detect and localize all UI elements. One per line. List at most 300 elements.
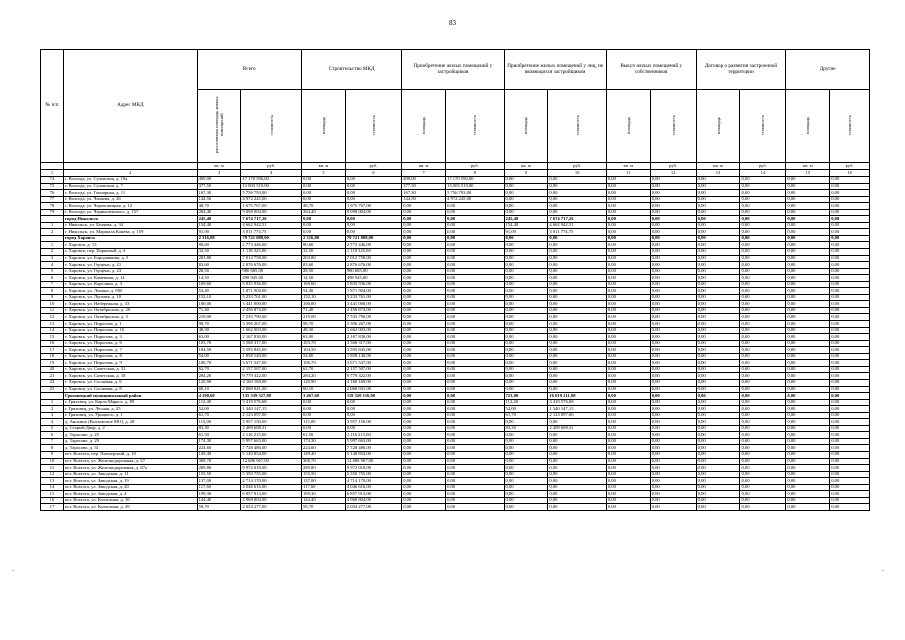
row-value: 0,00 bbox=[446, 504, 504, 511]
row-number: 74 bbox=[41, 177, 64, 184]
row-value: 1 118 325,00 bbox=[241, 249, 302, 256]
row-value: 54,40 bbox=[197, 288, 241, 295]
row-value: 0,00 bbox=[504, 255, 548, 262]
row-value: 0,00 bbox=[786, 386, 830, 393]
row-value: 0,00 bbox=[650, 406, 696, 413]
row-number: 6 bbox=[41, 275, 64, 282]
row-value: 0,00 bbox=[786, 255, 830, 262]
row-value: 83,60 bbox=[197, 262, 241, 269]
row-value: 0,00 bbox=[830, 458, 870, 465]
row-value: 3 441 000,00 bbox=[345, 301, 401, 308]
row-value: 0,00 bbox=[548, 190, 606, 197]
row-value: 498 945,00 bbox=[345, 275, 401, 282]
row-value: 0,00 bbox=[786, 504, 830, 511]
row-value: 0,00 bbox=[786, 288, 830, 295]
row-value: 203,80 bbox=[197, 255, 241, 262]
row-value: 0,00 bbox=[345, 222, 401, 229]
row-number: 14 bbox=[41, 327, 64, 334]
row-value: 0,00 bbox=[504, 484, 548, 491]
row-value: 0,00 bbox=[446, 471, 504, 478]
subheader-cost bbox=[740, 90, 786, 163]
row-value: 5 756 793,00 bbox=[446, 190, 504, 197]
row-value: 0,00 bbox=[830, 379, 870, 386]
row-value: 0,00 bbox=[504, 242, 548, 249]
row-value: 0,00 bbox=[830, 334, 870, 341]
row-value: 0,00 bbox=[786, 222, 830, 229]
row-value: 0,00 bbox=[696, 327, 740, 334]
row-value: 0,00 bbox=[548, 340, 606, 347]
unit-blank bbox=[41, 163, 64, 170]
row-value: 0,00 bbox=[740, 353, 786, 360]
row-value: 0,00 bbox=[446, 340, 504, 347]
row-address: г. Харовск, ул. Сосновая, д. 6 bbox=[63, 379, 197, 386]
resettlement-table-wrapper bbox=[40, 49, 870, 511]
row-value: 2 116 215,00 bbox=[241, 432, 302, 439]
row-value: 4 968 804,00 bbox=[345, 497, 401, 504]
row-value: 0,00 bbox=[446, 268, 504, 275]
row-value: 0,00 bbox=[786, 307, 830, 314]
row-value: 0,00 bbox=[446, 497, 504, 504]
row-value: 7 535 790,00 bbox=[241, 314, 302, 321]
row-value: 0,00 bbox=[650, 465, 696, 472]
row-number: 23 bbox=[41, 386, 64, 393]
row-value: 0,00 bbox=[786, 478, 830, 485]
row-address: г. Харовск, ул. Луговая, д. 10 bbox=[63, 294, 197, 301]
row-value: 59,70 bbox=[197, 504, 241, 511]
row-address: г. Харовск, ул. Пирогова, д. 3 bbox=[63, 334, 197, 341]
row-value: 0,00 bbox=[696, 288, 740, 295]
row-value: 0,00 bbox=[548, 275, 606, 282]
row-value: 3 011 774,75 bbox=[241, 229, 302, 236]
row-value: 1 118 325,00 bbox=[345, 249, 401, 256]
row-value: 0,00 bbox=[786, 196, 830, 203]
row-value: 0,00 bbox=[402, 255, 446, 262]
row-value: 3 671 547,00 bbox=[345, 360, 401, 367]
row-value: 0,00 bbox=[740, 183, 786, 190]
row-value: 0,00 bbox=[830, 504, 870, 511]
row-value: 7 535 790,00 bbox=[345, 314, 401, 321]
row-value: 0,00 bbox=[696, 314, 740, 321]
row-value: 0,00 bbox=[650, 484, 696, 491]
row-value: 103,70 bbox=[197, 340, 241, 347]
row-value: 0,00 bbox=[830, 393, 870, 400]
row-value: 0,00 bbox=[696, 347, 740, 354]
row-value: 0,00 bbox=[830, 412, 870, 419]
margin-mark: - bbox=[882, 568, 884, 574]
row-value: 3 467,60 bbox=[301, 393, 345, 400]
row-value: 0,00 bbox=[650, 445, 696, 452]
row-value: 0,00 bbox=[786, 497, 830, 504]
row-value: 0,00 bbox=[830, 209, 870, 216]
row-value: 0,00 bbox=[650, 360, 696, 367]
row-address: д. Анохино (Вохтожское МО), д. 28 bbox=[63, 419, 197, 426]
row-value: 2 157 507,00 bbox=[345, 366, 401, 373]
row-number: 20 bbox=[41, 366, 64, 373]
row-value: 0,00 bbox=[402, 229, 446, 236]
row-value: 120,90 bbox=[197, 379, 241, 386]
row-value: 0,00 bbox=[606, 183, 650, 190]
row-value: 0,00 bbox=[650, 321, 696, 328]
row-value: 0,00 bbox=[446, 301, 504, 308]
row-value: 0,00 bbox=[786, 393, 830, 400]
header-total: Всего bbox=[197, 50, 301, 90]
row-value: 980 685,00 bbox=[345, 268, 401, 275]
row-value: 7 728 486,00 bbox=[241, 445, 302, 452]
row-value: 0,00 bbox=[696, 203, 740, 210]
row-value: 98,70 bbox=[301, 321, 345, 328]
row-value: 0,00 bbox=[301, 406, 345, 413]
row-value: 0,00 bbox=[696, 334, 740, 341]
row-value: 0,00 bbox=[446, 465, 504, 472]
row-value: 0,00 bbox=[548, 366, 606, 373]
row-value: 0,00 bbox=[696, 321, 740, 328]
row-value: 0,00 bbox=[504, 438, 548, 445]
row-value: 0,00 bbox=[696, 386, 740, 393]
row-value: 0,00 bbox=[786, 275, 830, 282]
row-value: 83,30 bbox=[197, 425, 241, 432]
row-value: 13 003 519,00 bbox=[241, 183, 302, 190]
row-value: 104,50 bbox=[301, 347, 345, 354]
row-value: 0,00 bbox=[402, 235, 446, 242]
row-value: 0,00 bbox=[446, 425, 504, 432]
row-value: 219,00 bbox=[197, 314, 241, 321]
row-value: 0,00 bbox=[696, 393, 740, 400]
row-value: 3 957 150,00 bbox=[241, 419, 302, 426]
row-value: 0,00 bbox=[606, 222, 650, 229]
row-value: 0,00 bbox=[830, 478, 870, 485]
row-value: 91,00 bbox=[197, 229, 241, 236]
row-value: 91,00 bbox=[504, 229, 548, 236]
row-value: 0,00 bbox=[740, 399, 786, 406]
row-value: 0,00 bbox=[740, 471, 786, 478]
row-value: 0,00 bbox=[740, 177, 786, 184]
row-value: 0,00 bbox=[345, 196, 401, 203]
row-address: г. Харовск, ул. Сосновая, д. 8 bbox=[63, 386, 197, 393]
row-value: 0,00 bbox=[606, 281, 650, 288]
row-value: 2 316,80 bbox=[301, 235, 345, 242]
row-value: 0,00 bbox=[345, 216, 401, 223]
row-value: 0,00 bbox=[504, 340, 548, 347]
row-value: 0,00 bbox=[786, 458, 830, 465]
row-value: 0,00 bbox=[548, 465, 606, 472]
row-value: 0,00 bbox=[696, 438, 740, 445]
row-value: 0,00 bbox=[740, 288, 786, 295]
row-value: 152,10 bbox=[197, 294, 241, 301]
row-value: 0,00 bbox=[786, 242, 830, 249]
row-value: 0,00 bbox=[446, 399, 504, 406]
row-value: 0,00 bbox=[504, 177, 548, 184]
row-value: 0,00 bbox=[402, 340, 446, 347]
row-value: 0,00 bbox=[740, 229, 786, 236]
row-value: 0,00 bbox=[830, 314, 870, 321]
row-address: пгт. Вохтога, ул. Колхозная, д. 29 bbox=[63, 504, 197, 511]
row-value: 71,40 bbox=[301, 307, 345, 314]
row-value: 199,30 bbox=[301, 491, 345, 498]
row-value: 0,00 bbox=[650, 209, 696, 216]
subheader-cost bbox=[548, 90, 606, 163]
row-value: 0,00 bbox=[740, 465, 786, 472]
row-value: 0,00 bbox=[606, 242, 650, 249]
row-value: 0,00 bbox=[402, 432, 446, 439]
row-value: 0,00 bbox=[402, 491, 446, 498]
column-number: 2 bbox=[63, 170, 197, 177]
row-value: 0,00 bbox=[650, 399, 696, 406]
row-value: 0,00 bbox=[606, 340, 650, 347]
row-value: 48,30 bbox=[301, 327, 345, 334]
row-value: 1 858 140,00 bbox=[345, 353, 401, 360]
row-value: 0,00 bbox=[696, 360, 740, 367]
row-value: 0,00 bbox=[650, 183, 696, 190]
row-value: 4 714 170,00 bbox=[241, 478, 302, 485]
row-value: 0,00 bbox=[740, 275, 786, 282]
row-value: 0,00 bbox=[740, 268, 786, 275]
row-value: 0,00 bbox=[830, 190, 870, 197]
row-value: 0,00 bbox=[650, 478, 696, 485]
row-value: 0,00 bbox=[786, 491, 830, 498]
row-value: 0,00 bbox=[446, 484, 504, 491]
row-value: 0,00 bbox=[696, 275, 740, 282]
row-value: 3 671 547,00 bbox=[241, 360, 302, 367]
row-value: 0,00 bbox=[740, 249, 786, 256]
row-value: 100,00 bbox=[301, 301, 345, 308]
row-value: 0,00 bbox=[786, 419, 830, 426]
row-address: г. Харовск, ул. Бородавкина, д. 5 bbox=[63, 255, 197, 262]
row-value: 0,00 bbox=[446, 235, 504, 242]
row-value: 2 876 676,00 bbox=[345, 262, 401, 269]
row-value: 0,00 bbox=[786, 399, 830, 406]
row-value: 0,00 bbox=[830, 275, 870, 282]
row-number: 18 bbox=[41, 353, 64, 360]
row-address: г. Харовск, ул. Герцена, д. 21 bbox=[63, 262, 197, 269]
row-address: д. Тарасово, д. 25 bbox=[63, 432, 197, 439]
row-value: 0,00 bbox=[548, 419, 606, 426]
row-number: 2 bbox=[41, 229, 64, 236]
row-value: 0,00 bbox=[830, 196, 870, 203]
row-value: 0,00 bbox=[504, 249, 548, 256]
column-number: 10 bbox=[548, 170, 606, 177]
row-value: 0,00 bbox=[446, 255, 504, 262]
row-value: 0,00 bbox=[650, 379, 696, 386]
row-value: 0,00 bbox=[740, 281, 786, 288]
row-value: 0,00 bbox=[504, 334, 548, 341]
row-number: 7 bbox=[41, 438, 64, 445]
row-value: 0,00 bbox=[696, 249, 740, 256]
row-number: 12 bbox=[41, 471, 64, 478]
row-value: 106,70 bbox=[301, 360, 345, 367]
row-address: г. Харовск, ул. Корелина, д. 3 bbox=[63, 281, 197, 288]
subheader-cost-text: стоимость bbox=[268, 115, 274, 136]
row-value: 0,00 bbox=[830, 288, 870, 295]
row-value: 0,00 bbox=[345, 177, 401, 184]
row-value: 48,70 bbox=[301, 203, 345, 210]
row-value: 0,00 bbox=[786, 373, 830, 380]
row-value: 0,00 bbox=[402, 465, 446, 472]
unit-rub: руб. bbox=[740, 163, 786, 170]
row-value: 2 068 041,00 bbox=[241, 386, 302, 393]
row-address: пгт. Вохтога, пер. Пионерский, д. 10 bbox=[63, 451, 197, 458]
row-value: 0,00 bbox=[446, 314, 504, 321]
row-value: 32,50 bbox=[197, 249, 241, 256]
row-value: 0,00 bbox=[650, 229, 696, 236]
row-value: 3 957 150,00 bbox=[345, 419, 401, 426]
row-value: 0,00 bbox=[786, 366, 830, 373]
row-value: 0,00 bbox=[402, 497, 446, 504]
row-value: 2 456 874,00 bbox=[345, 307, 401, 314]
row-value: 0,00 bbox=[830, 301, 870, 308]
row-value: 0,00 bbox=[504, 235, 548, 242]
row-value: 0,00 bbox=[830, 406, 870, 413]
row-value: 0,00 bbox=[740, 216, 786, 223]
row-value: 0,00 bbox=[696, 262, 740, 269]
row-value: 0,00 bbox=[650, 314, 696, 321]
row-value: 0,00 bbox=[650, 327, 696, 334]
row-value: 0,00 bbox=[696, 373, 740, 380]
row-value: 0,00 bbox=[786, 235, 830, 242]
row-value: 0,00 bbox=[548, 504, 606, 511]
header-buyout: Выкуп жилых помещений у собственников bbox=[606, 50, 696, 90]
row-value: 0,00 bbox=[446, 412, 504, 419]
row-value: 0,00 bbox=[650, 307, 696, 314]
row-value: 6 857 913,00 bbox=[345, 491, 401, 498]
row-value: 61,70 bbox=[197, 412, 241, 419]
row-number: 17 bbox=[41, 347, 64, 354]
row-value: 0,00 bbox=[740, 190, 786, 197]
row-number: 16 bbox=[41, 497, 64, 504]
row-value: 5 835 936,00 bbox=[345, 281, 401, 288]
subheader-cost bbox=[241, 90, 302, 163]
row-value: 499,00 bbox=[197, 177, 241, 184]
row-value: 167,30 bbox=[197, 190, 241, 197]
row-value: 0,00 bbox=[786, 347, 830, 354]
row-value: 0,00 bbox=[696, 242, 740, 249]
row-value: 0,00 bbox=[740, 425, 786, 432]
row-value: 61,70 bbox=[504, 412, 548, 419]
subheader-area-text: площадь bbox=[320, 116, 326, 134]
row-value: 0,00 bbox=[446, 478, 504, 485]
row-address: Грязовецкий муниципальный район bbox=[63, 393, 197, 400]
row-number: 8 bbox=[41, 445, 64, 452]
row-value: 0,00 bbox=[548, 491, 606, 498]
row-value: 0,00 bbox=[504, 504, 548, 511]
row-value: 0,00 bbox=[786, 177, 830, 184]
row-value: 0,00 bbox=[786, 379, 830, 386]
row-value: 0,00 bbox=[402, 353, 446, 360]
table-row bbox=[41, 504, 870, 511]
row-value: 0,00 bbox=[696, 471, 740, 478]
row-address: г. Харовск, д. 13 bbox=[63, 242, 197, 249]
row-value: 0,00 bbox=[402, 504, 446, 511]
row-number: 21 bbox=[41, 373, 64, 380]
row-value: 0,00 bbox=[740, 497, 786, 504]
row-value: 144,40 bbox=[197, 497, 241, 504]
unit-rub: руб. bbox=[241, 163, 302, 170]
row-value: 0,00 bbox=[504, 262, 548, 269]
row-number: 12 bbox=[41, 314, 64, 321]
row-value: 5 350 755,00 bbox=[345, 471, 401, 478]
row-number: 10 bbox=[41, 301, 64, 308]
header-buy-developers: Приобретение жилых помещений у застройщиков bbox=[402, 50, 504, 90]
row-value: 0,00 bbox=[504, 281, 548, 288]
row-value: 0,00 bbox=[504, 360, 548, 367]
row-value: 0,00 bbox=[740, 379, 786, 386]
row-value: 154,40 bbox=[197, 222, 241, 229]
row-value: 0,00 bbox=[830, 255, 870, 262]
row-number: 75 bbox=[41, 183, 64, 190]
row-value: 3 568 317,00 bbox=[241, 340, 302, 347]
resettlement-table bbox=[40, 49, 870, 511]
row-value: 0,00 bbox=[402, 366, 446, 373]
subheader-area-text: расселяемая площадь жилых помещений bbox=[213, 96, 224, 154]
row-value: 0,00 bbox=[830, 432, 870, 439]
row-value: 0,00 bbox=[504, 209, 548, 216]
row-value: 4 662 942,51 bbox=[241, 222, 302, 229]
row-number: 9 bbox=[41, 451, 64, 458]
row-value: 0,00 bbox=[650, 222, 696, 229]
row-number: 79 bbox=[41, 209, 64, 216]
row-value: 0,00 bbox=[301, 196, 345, 203]
row-value: 0,00 bbox=[786, 203, 830, 210]
row-value: 2 054 277,00 bbox=[241, 504, 302, 511]
row-value: 0,00 bbox=[650, 386, 696, 393]
header-num: № п/п bbox=[41, 50, 64, 163]
row-value: 0,00 bbox=[696, 451, 740, 458]
row-value: 0,00 bbox=[696, 425, 740, 432]
row-value: 0,00 bbox=[696, 340, 740, 347]
row-value: 0,00 bbox=[650, 235, 696, 242]
row-value: 0,00 bbox=[696, 478, 740, 485]
row-value: 0,00 bbox=[606, 268, 650, 275]
row-value: 0,00 bbox=[830, 465, 870, 472]
row-value: 0,00 bbox=[504, 432, 548, 439]
row-address: город Харовск bbox=[63, 235, 197, 242]
row-value: 0,00 bbox=[786, 432, 830, 439]
row-value: 0,00 bbox=[696, 255, 740, 262]
row-value: 0,00 bbox=[696, 196, 740, 203]
row-value: 0,00 bbox=[740, 196, 786, 203]
row-value: 0,00 bbox=[504, 314, 548, 321]
row-value: 137,00 bbox=[301, 478, 345, 485]
row-value: 13 003 519,00 bbox=[446, 183, 504, 190]
column-number: 14 bbox=[740, 170, 786, 177]
row-value: 0,00 bbox=[446, 360, 504, 367]
row-value: 0,00 bbox=[786, 321, 830, 328]
row-value: 9 779 322,00 bbox=[241, 373, 302, 380]
subheader-area bbox=[197, 90, 241, 163]
row-value: 0,00 bbox=[650, 353, 696, 360]
row-value: 0,00 bbox=[606, 229, 650, 236]
row-value: 3 396 267,00 bbox=[345, 321, 401, 328]
row-value: 0,00 bbox=[830, 484, 870, 491]
row-value: 0,00 bbox=[402, 484, 446, 491]
row-value: 2 068 041,00 bbox=[345, 386, 401, 393]
row-value: 61,50 bbox=[301, 432, 345, 439]
row-value: 2 408 608,31 bbox=[548, 425, 606, 432]
row-value: 0,00 bbox=[606, 255, 650, 262]
row-value: 980 685,00 bbox=[241, 268, 302, 275]
row-value: 0,00 bbox=[606, 288, 650, 295]
row-number: 3 bbox=[41, 412, 64, 419]
row-value: 2 316,80 bbox=[197, 235, 241, 242]
row-value: 0,00 bbox=[504, 465, 548, 472]
column-number: 3 bbox=[197, 170, 241, 177]
row-address: г. Грязовец, ул. Карла Маркса, д. 89 bbox=[63, 399, 197, 406]
row-value: 0,00 bbox=[606, 497, 650, 504]
row-value: 0,00 bbox=[606, 393, 650, 400]
row-value: 0,00 bbox=[830, 425, 870, 432]
row-value: 0,00 bbox=[650, 393, 696, 400]
row-value: 0,00 bbox=[740, 393, 786, 400]
row-value: 0,00 bbox=[696, 379, 740, 386]
